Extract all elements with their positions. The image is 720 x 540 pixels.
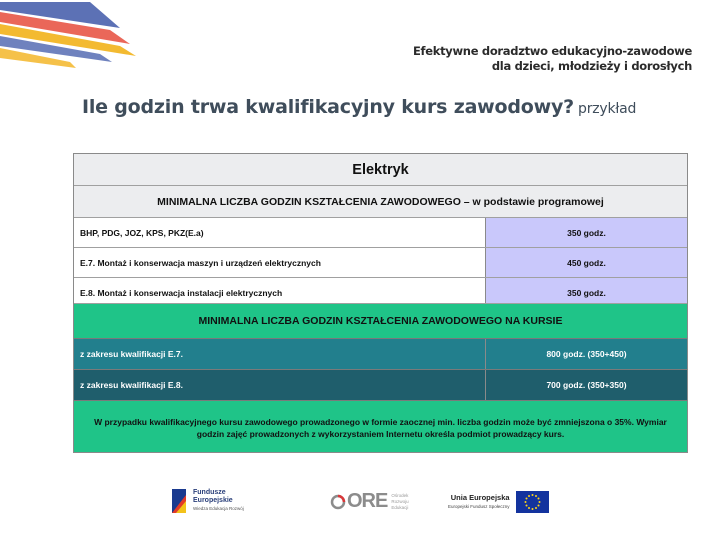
table-row	[74, 370, 687, 401]
ore-small-2: Rozwoju	[391, 498, 409, 504]
header-line-1: Efektywne doradztwo edukacyjno-zawodowe	[412, 44, 692, 58]
eu-flag-icon	[516, 491, 549, 513]
fe-line-1: Fundusze	[193, 489, 226, 496]
fundusze-europejskie-logo	[170, 487, 244, 515]
row-value: 800 godz. (350+450)	[546, 349, 627, 359]
table-row	[74, 278, 687, 304]
hours-table	[73, 153, 688, 453]
slide-title-main: Ile godzin trwa kwalifikacyjny kurs zawodowy?	[82, 96, 575, 118]
ue-line-2: Europejski Fundusz Społeczny	[448, 504, 510, 509]
row-label: BHP, PDG, JOZ, KPS, PKZ(E.a)	[74, 218, 486, 247]
table-row	[74, 218, 687, 248]
row-value: 350 godz.	[486, 278, 687, 303]
course-hours-heading: MINIMALNA LICZBA GODZIN KSZTAŁCENIA ZAWODOWEGO NA KURSIE	[74, 304, 687, 339]
row-label: z zakresu kwalifikacji E.7.	[74, 339, 486, 369]
ore-small-1: Ośrodek	[391, 492, 409, 498]
slide-title	[82, 96, 636, 118]
row-label: E.7. Montaż i konserwacja maszyn i urządzeń elektrycznych	[74, 248, 486, 277]
ore-word: ORE	[347, 490, 388, 512]
row-label: z zakresu kwalifikacji E.8.	[74, 370, 486, 400]
row-label: E.8. Montaż i konserwacja instalacji elektrycznych	[74, 278, 486, 303]
row-value: 700 godz. (350+350)	[546, 380, 627, 390]
ue-line-1: Unia Europejska	[450, 493, 510, 502]
fe-emblem-icon	[170, 487, 190, 515]
extramural-note: W przypadku kwalifikacyjnego kursu zawodowego prowadzonego w formie zaocznej min. liczba godzin może być zmniejszona o 35%. Wymiar godzin zajęć prowadzonych z wykorzystaniem Internetu określa podmiot prowadzący kurs.	[74, 401, 687, 453]
min-hours-heading: MINIMALNA LICZBA GODZIN KSZTAŁCENIA ZAWODOWEGO – w podstawie programowej	[74, 186, 687, 218]
table-title: Elektryk	[74, 154, 687, 186]
slide-title-suffix: przykład	[578, 101, 637, 117]
fe-line-2: Europejskie	[193, 497, 233, 504]
fe-line-3: Wiedza Edukacja Rozwój	[193, 506, 244, 511]
header-program-name	[413, 44, 692, 74]
ore-ring-icon	[330, 494, 346, 510]
row-value: 350 godz.	[486, 218, 687, 247]
table-row	[74, 248, 687, 278]
ore-logo	[330, 490, 409, 513]
header-line-2: dla dzieci, młodzieży i dorosłych	[491, 59, 692, 73]
decorative-stripes	[0, 0, 140, 70]
ore-small-3: Edukacji	[391, 504, 409, 510]
eu-logo	[448, 491, 549, 513]
row-value: 450 godz.	[486, 248, 687, 277]
table-row	[74, 339, 687, 370]
